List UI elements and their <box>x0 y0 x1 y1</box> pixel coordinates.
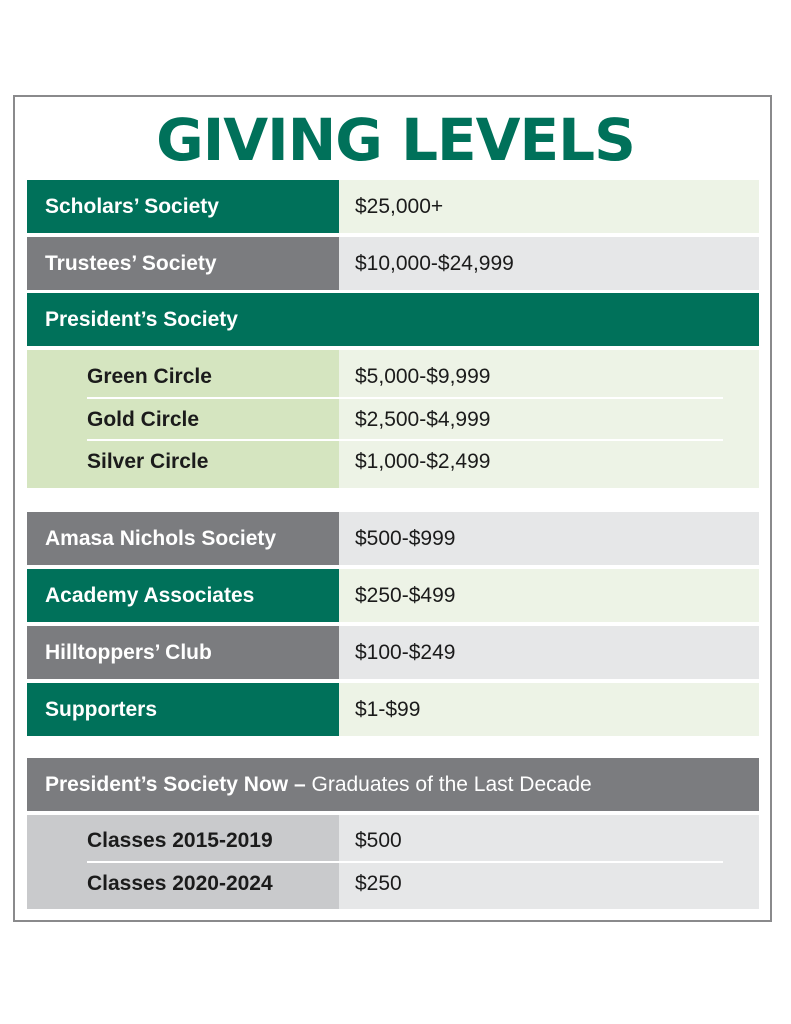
level-amount: $500-$999 <box>339 512 759 565</box>
level-amount: $25,000+ <box>339 180 759 233</box>
circle-name: Silver Circle <box>87 450 209 473</box>
president-society-now-title <box>27 758 759 811</box>
president-society-now-header <box>27 758 759 811</box>
title-separator: – <box>288 772 312 796</box>
circle-row-green <box>27 356 759 398</box>
circle-amount: $2,500-$4,999 <box>355 408 491 431</box>
circle-row-gold <box>27 399 759 441</box>
circle-row-silver <box>27 441 759 483</box>
level-row-amasa-nichols <box>27 512 759 565</box>
level-amount: $10,000-$24,999 <box>339 237 759 290</box>
class-name: Classes 2015-2019 <box>87 829 273 852</box>
level-name: Scholars’ Society <box>27 180 339 233</box>
level-name: Academy Associates <box>27 569 339 622</box>
level-row-scholars <box>27 180 759 233</box>
level-amount: $1-$99 <box>339 683 759 736</box>
level-name: Trustees’ Society <box>27 237 339 290</box>
circle-amount: $5,000-$9,999 <box>355 365 491 388</box>
level-amount: $250-$499 <box>339 569 759 622</box>
class-amount: $250 <box>355 872 402 895</box>
level-row-trustees <box>27 237 759 290</box>
circle-name: Gold Circle <box>87 408 200 431</box>
president-society-now-classes <box>27 815 759 909</box>
level-row-academy-associates <box>27 569 759 622</box>
level-amount: $100-$249 <box>339 626 759 679</box>
president-society-now-name: President’s Society Now <box>45 772 289 796</box>
circle-amount: $1,000-$2,499 <box>355 450 491 473</box>
president-society-title: President’s Society <box>27 293 759 346</box>
class-row-2020-2024 <box>27 863 759 905</box>
class-row-2015-2019 <box>27 820 759 862</box>
level-name: Supporters <box>27 683 339 736</box>
level-name: Amasa Nichols Society <box>27 512 339 565</box>
level-row-supporters <box>27 683 759 736</box>
president-society-header <box>27 293 759 346</box>
class-name: Classes 2020-2024 <box>87 872 273 895</box>
president-society-circles <box>27 350 759 488</box>
level-name: Hilltoppers’ Club <box>27 626 339 679</box>
president-society-now-description: Graduates of the Last Decade <box>311 772 592 796</box>
circle-name: Green Circle <box>87 365 212 388</box>
page-title: GIVING LEVELS <box>156 106 635 174</box>
class-amount: $500 <box>355 829 402 852</box>
level-row-hilltoppers <box>27 626 759 679</box>
